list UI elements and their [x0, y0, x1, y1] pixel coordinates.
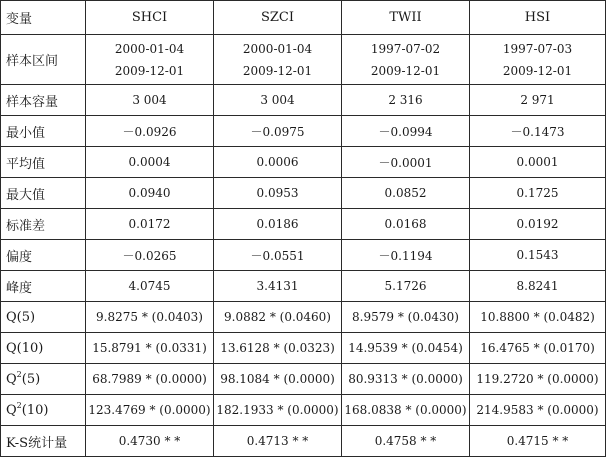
- row-label: 样本容量: [1, 85, 86, 116]
- column-header-shci: SHCI: [86, 1, 214, 35]
- table-cell: 0.1543: [470, 240, 606, 271]
- end-date: 2009-12-01: [502, 63, 573, 78]
- row-label: 最大值: [1, 178, 86, 209]
- table-row: [1, 85, 606, 116]
- row-label: 样本区间: [1, 35, 86, 85]
- table-cell: 15.8791 * (0.0331): [86, 333, 214, 364]
- row-label: 标准差: [1, 209, 86, 240]
- row-label-suffix: (5): [21, 371, 41, 387]
- start-date: 1997-07-03: [502, 41, 573, 56]
- row-label: Q(10): [1, 333, 86, 364]
- table-cell: 16.4765 * (0.0170): [470, 333, 606, 364]
- table-row: [1, 271, 606, 302]
- table-row: [1, 364, 606, 395]
- table-cell: 0.0953: [214, 178, 342, 209]
- table-cell: 9.8275 * (0.0403): [86, 302, 214, 333]
- row-label: K-S统计量: [1, 426, 86, 457]
- table-cell: 214.9583 * (0.0000): [470, 395, 606, 426]
- corner-header: 变量: [1, 1, 86, 35]
- table-row: [1, 333, 606, 364]
- table-cell: 0.4713 * *: [214, 426, 342, 457]
- row-label: 峰度: [1, 271, 86, 302]
- row-label-superscript: 2: [16, 369, 22, 379]
- table-cell: [470, 35, 606, 85]
- table-row: [1, 302, 606, 333]
- table-cell: 0.0004: [86, 147, 214, 178]
- row-label: 偏度: [1, 240, 86, 271]
- end-date: 2009-12-01: [242, 63, 313, 78]
- table-cell: 119.2720 * (0.0000): [470, 364, 606, 395]
- end-date: 2009-12-01: [114, 63, 185, 78]
- table-cell: [214, 35, 342, 85]
- start-date: 2000-01-04: [114, 41, 185, 56]
- start-date: 2000-01-04: [242, 41, 313, 56]
- table-row: [1, 426, 606, 457]
- table-cell: 4.0745: [86, 271, 214, 302]
- table-cell: 8.9579 * (0.0430): [342, 302, 470, 333]
- table-row: [1, 395, 606, 426]
- table-cell: 8.8241: [470, 271, 606, 302]
- table-cell: －0.0975: [214, 116, 342, 147]
- table-cell: －0.1194: [342, 240, 470, 271]
- table-cell: 0.0852: [342, 178, 470, 209]
- table-cell: 2 316: [342, 85, 470, 116]
- row-label: [1, 395, 86, 426]
- row-label: 平均值: [1, 147, 86, 178]
- table-cell: 0.0192: [470, 209, 606, 240]
- table-cell: 168.0838 * (0.0000): [342, 395, 470, 426]
- table-cell: －0.0926: [86, 116, 214, 147]
- table-cell: 0.0006: [214, 147, 342, 178]
- table-cell: －0.0265: [86, 240, 214, 271]
- table-cell: 9.0882 * (0.0460): [214, 302, 342, 333]
- table-cell: 5.1726: [342, 271, 470, 302]
- table-cell: 0.4758 * *: [342, 426, 470, 457]
- row-label-prefix: Q: [6, 402, 17, 418]
- table-cell: 182.1933 * (0.0000): [214, 395, 342, 426]
- table-row: [1, 240, 606, 271]
- row-label-prefix: Q: [6, 371, 17, 387]
- header-row: [1, 1, 606, 35]
- table-cell: 2 971: [470, 85, 606, 116]
- table-cell: [342, 35, 470, 85]
- table-cell: 3 004: [86, 85, 214, 116]
- row-label: Q(5): [1, 302, 86, 333]
- table-cell: 10.8800 * (0.0482): [470, 302, 606, 333]
- data-rows: [1, 85, 606, 457]
- table-cell: 0.4715 * *: [470, 426, 606, 457]
- row-label: [1, 364, 86, 395]
- table-cell: －0.0551: [214, 240, 342, 271]
- column-header-hsi: HSI: [470, 1, 606, 35]
- table-cell: －0.1473: [470, 116, 606, 147]
- table-row: [1, 209, 606, 240]
- table-row: [1, 147, 606, 178]
- table-cell: 0.0001: [470, 147, 606, 178]
- table-cell: 123.4769 * (0.0000): [86, 395, 214, 426]
- row-label-superscript: 2: [16, 400, 22, 410]
- table-cell: 0.4730 * *: [86, 426, 214, 457]
- table-cell: 0.1725: [470, 178, 606, 209]
- table-row: [1, 116, 606, 147]
- table-cell: 0.0940: [86, 178, 214, 209]
- table-cell: 0.0172: [86, 209, 214, 240]
- table-cell: 0.0168: [342, 209, 470, 240]
- sample-period-row: [1, 35, 606, 85]
- table-cell: －0.0994: [342, 116, 470, 147]
- column-header-szci: SZCI: [214, 1, 342, 35]
- column-header-twii: TWII: [342, 1, 470, 35]
- table-cell: 14.9539 * (0.0454): [342, 333, 470, 364]
- start-date: 1997-07-02: [370, 41, 441, 56]
- table-cell: 80.9313 * (0.0000): [342, 364, 470, 395]
- table-cell: 0.0186: [214, 209, 342, 240]
- table-cell: 98.1084 * (0.0000): [214, 364, 342, 395]
- row-label-suffix: (10): [21, 402, 49, 418]
- table-cell: 3 004: [214, 85, 342, 116]
- end-date: 2009-12-01: [370, 63, 441, 78]
- table-row: [1, 178, 606, 209]
- table-cell: 3.4131: [214, 271, 342, 302]
- row-label: 最小值: [1, 116, 86, 147]
- table-cell: 68.7989 * (0.0000): [86, 364, 214, 395]
- table-cell: 13.6128 * (0.0323): [214, 333, 342, 364]
- table-cell: [86, 35, 214, 85]
- table-cell: －0.0001: [342, 147, 470, 178]
